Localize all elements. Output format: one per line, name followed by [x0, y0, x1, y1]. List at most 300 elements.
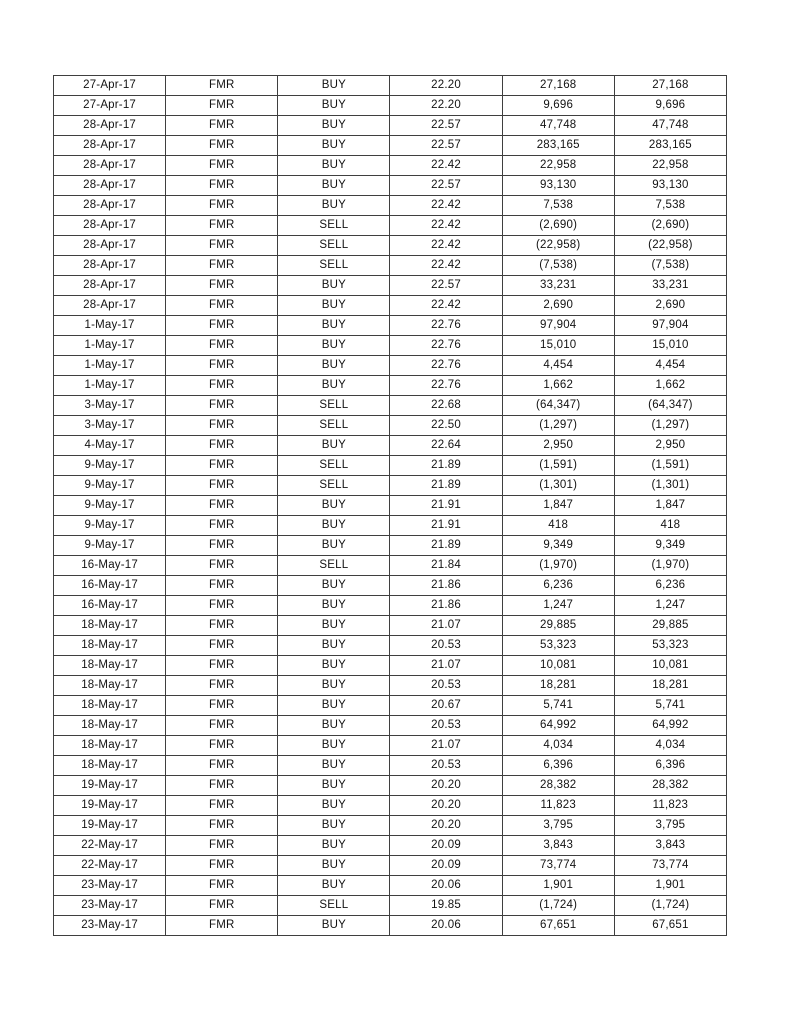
cell-side: BUY — [278, 516, 390, 536]
cell-date: 1-May-17 — [54, 376, 166, 396]
cell-manager: FMR — [166, 696, 278, 716]
cell-price: 21.07 — [390, 616, 502, 636]
cell-manager: FMR — [166, 676, 278, 696]
cell-shares-total: (2,690) — [614, 216, 726, 236]
cell-shares-total: 2,950 — [614, 436, 726, 456]
table-row — [54, 396, 727, 416]
table-row — [54, 616, 727, 636]
cell-manager: FMR — [166, 236, 278, 256]
cell-side: SELL — [278, 216, 390, 236]
cell-price: 22.42 — [390, 156, 502, 176]
table-row — [54, 496, 727, 516]
cell-date: 28-Apr-17 — [54, 236, 166, 256]
table-row — [54, 716, 727, 736]
cell-date: 16-May-17 — [54, 576, 166, 596]
cell-side: SELL — [278, 236, 390, 256]
cell-side: BUY — [278, 196, 390, 216]
cell-price: 22.42 — [390, 216, 502, 236]
cell-manager: FMR — [166, 396, 278, 416]
cell-shares-total: (1,724) — [614, 896, 726, 916]
cell-date: 28-Apr-17 — [54, 196, 166, 216]
table-row — [54, 76, 727, 96]
cell-shares-total: 29,885 — [614, 616, 726, 636]
cell-side: BUY — [278, 136, 390, 156]
table-row — [54, 436, 727, 456]
cell-manager: FMR — [166, 116, 278, 136]
cell-manager: FMR — [166, 796, 278, 816]
cell-price: 21.89 — [390, 476, 502, 496]
cell-date: 18-May-17 — [54, 656, 166, 676]
cell-manager: FMR — [166, 536, 278, 556]
cell-shares: 2,950 — [502, 436, 614, 456]
cell-manager: FMR — [166, 816, 278, 836]
cell-shares: 1,247 — [502, 596, 614, 616]
cell-manager: FMR — [166, 456, 278, 476]
cell-shares-total: 64,992 — [614, 716, 726, 736]
cell-price: 22.42 — [390, 256, 502, 276]
cell-date: 4-May-17 — [54, 436, 166, 456]
cell-manager: FMR — [166, 416, 278, 436]
cell-manager: FMR — [166, 876, 278, 896]
cell-date: 16-May-17 — [54, 556, 166, 576]
table-row — [54, 896, 727, 916]
cell-price: 20.53 — [390, 756, 502, 776]
cell-side: SELL — [278, 456, 390, 476]
cell-price: 21.84 — [390, 556, 502, 576]
cell-shares-total: (1,591) — [614, 456, 726, 476]
cell-manager: FMR — [166, 896, 278, 916]
table-row — [54, 816, 727, 836]
cell-side: BUY — [278, 376, 390, 396]
cell-price: 20.09 — [390, 856, 502, 876]
cell-shares: 6,396 — [502, 756, 614, 776]
cell-shares: 33,231 — [502, 276, 614, 296]
cell-manager: FMR — [166, 156, 278, 176]
cell-side: BUY — [278, 876, 390, 896]
cell-side: BUY — [278, 316, 390, 336]
cell-shares-total: 2,690 — [614, 296, 726, 316]
cell-manager: FMR — [166, 776, 278, 796]
cell-side: BUY — [278, 836, 390, 856]
cell-manager: FMR — [166, 576, 278, 596]
cell-price: 22.42 — [390, 296, 502, 316]
cell-side: BUY — [278, 356, 390, 376]
cell-price: 22.42 — [390, 196, 502, 216]
cell-side: BUY — [278, 156, 390, 176]
cell-manager: FMR — [166, 736, 278, 756]
cell-side: SELL — [278, 556, 390, 576]
cell-price: 22.76 — [390, 336, 502, 356]
cell-side: BUY — [278, 96, 390, 116]
cell-shares: 29,885 — [502, 616, 614, 636]
table-row — [54, 96, 727, 116]
cell-date: 9-May-17 — [54, 496, 166, 516]
cell-date: 9-May-17 — [54, 516, 166, 536]
cell-shares: 4,034 — [502, 736, 614, 756]
cell-shares-total: 11,823 — [614, 796, 726, 816]
cell-price: 21.89 — [390, 456, 502, 476]
table-row — [54, 376, 727, 396]
cell-manager: FMR — [166, 556, 278, 576]
cell-shares-total: 33,231 — [614, 276, 726, 296]
cell-manager: FMR — [166, 336, 278, 356]
cell-date: 28-Apr-17 — [54, 296, 166, 316]
cell-shares-total: 4,454 — [614, 356, 726, 376]
cell-side: BUY — [278, 536, 390, 556]
cell-side: BUY — [278, 696, 390, 716]
cell-date: 19-May-17 — [54, 816, 166, 836]
cell-shares: 3,795 — [502, 816, 614, 836]
cell-price: 20.53 — [390, 676, 502, 696]
cell-manager: FMR — [166, 496, 278, 516]
cell-date: 3-May-17 — [54, 416, 166, 436]
cell-shares: 53,323 — [502, 636, 614, 656]
cell-date: 1-May-17 — [54, 356, 166, 376]
cell-price: 20.53 — [390, 636, 502, 656]
cell-price: 22.57 — [390, 136, 502, 156]
cell-date: 28-Apr-17 — [54, 156, 166, 176]
cell-date: 28-Apr-17 — [54, 116, 166, 136]
cell-shares: (2,690) — [502, 216, 614, 236]
cell-manager: FMR — [166, 176, 278, 196]
table-row — [54, 516, 727, 536]
cell-shares-total: (1,297) — [614, 416, 726, 436]
cell-shares-total: 22,958 — [614, 156, 726, 176]
cell-side: BUY — [278, 276, 390, 296]
cell-date: 27-Apr-17 — [54, 76, 166, 96]
table-row — [54, 256, 727, 276]
cell-price: 22.76 — [390, 316, 502, 336]
table-row — [54, 316, 727, 336]
trades-table — [53, 75, 727, 936]
cell-shares-total: 18,281 — [614, 676, 726, 696]
cell-side: SELL — [278, 256, 390, 276]
table-row — [54, 276, 727, 296]
cell-shares: 11,823 — [502, 796, 614, 816]
cell-price: 19.85 — [390, 896, 502, 916]
cell-manager: FMR — [166, 96, 278, 116]
cell-shares: (64,347) — [502, 396, 614, 416]
cell-date: 28-Apr-17 — [54, 176, 166, 196]
cell-shares-total: 67,651 — [614, 916, 726, 936]
cell-side: BUY — [278, 856, 390, 876]
table-row — [54, 296, 727, 316]
cell-manager: FMR — [166, 836, 278, 856]
cell-shares: 283,165 — [502, 136, 614, 156]
cell-manager: FMR — [166, 476, 278, 496]
cell-date: 9-May-17 — [54, 476, 166, 496]
trades-table-body — [54, 76, 727, 936]
cell-date: 1-May-17 — [54, 336, 166, 356]
cell-shares-total: 10,081 — [614, 656, 726, 676]
cell-date: 28-Apr-17 — [54, 276, 166, 296]
cell-shares: 47,748 — [502, 116, 614, 136]
cell-shares: 97,904 — [502, 316, 614, 336]
cell-shares-total: 7,538 — [614, 196, 726, 216]
cell-shares-total: (7,538) — [614, 256, 726, 276]
cell-price: 20.06 — [390, 876, 502, 896]
cell-shares: 1,901 — [502, 876, 614, 896]
cell-price: 21.86 — [390, 576, 502, 596]
cell-shares: 1,847 — [502, 496, 614, 516]
cell-price: 20.20 — [390, 776, 502, 796]
cell-side: BUY — [278, 916, 390, 936]
table-row — [54, 916, 727, 936]
cell-shares: 22,958 — [502, 156, 614, 176]
cell-side: BUY — [278, 296, 390, 316]
table-row — [54, 856, 727, 876]
cell-side: BUY — [278, 176, 390, 196]
cell-date: 1-May-17 — [54, 316, 166, 336]
cell-side: BUY — [278, 436, 390, 456]
cell-side: BUY — [278, 756, 390, 776]
cell-shares: 9,696 — [502, 96, 614, 116]
cell-date: 16-May-17 — [54, 596, 166, 616]
cell-shares-total: 3,795 — [614, 816, 726, 836]
cell-shares: 73,774 — [502, 856, 614, 876]
table-row — [54, 536, 727, 556]
cell-side: BUY — [278, 496, 390, 516]
cell-shares-total: 1,662 — [614, 376, 726, 396]
cell-shares-total: (1,301) — [614, 476, 726, 496]
table-row — [54, 236, 727, 256]
cell-manager: FMR — [166, 616, 278, 636]
table-row — [54, 416, 727, 436]
cell-shares-total: 93,130 — [614, 176, 726, 196]
cell-shares: 7,538 — [502, 196, 614, 216]
table-row — [54, 456, 727, 476]
cell-date: 9-May-17 — [54, 456, 166, 476]
cell-date: 9-May-17 — [54, 536, 166, 556]
cell-price: 20.20 — [390, 816, 502, 836]
cell-manager: FMR — [166, 296, 278, 316]
table-row — [54, 116, 727, 136]
cell-price: 20.09 — [390, 836, 502, 856]
cell-date: 18-May-17 — [54, 736, 166, 756]
cell-shares-total: 1,847 — [614, 496, 726, 516]
cell-price: 22.20 — [390, 96, 502, 116]
cell-shares: 10,081 — [502, 656, 614, 676]
cell-shares: 18,281 — [502, 676, 614, 696]
cell-manager: FMR — [166, 636, 278, 656]
cell-shares: 64,992 — [502, 716, 614, 736]
table-row — [54, 356, 727, 376]
table-row — [54, 596, 727, 616]
cell-date: 18-May-17 — [54, 756, 166, 776]
cell-date: 19-May-17 — [54, 796, 166, 816]
cell-manager: FMR — [166, 356, 278, 376]
cell-manager: FMR — [166, 916, 278, 936]
cell-manager: FMR — [166, 316, 278, 336]
cell-date: 22-May-17 — [54, 836, 166, 856]
cell-side: BUY — [278, 336, 390, 356]
cell-price: 22.57 — [390, 276, 502, 296]
cell-side: BUY — [278, 576, 390, 596]
cell-manager: FMR — [166, 716, 278, 736]
cell-shares-total: 97,904 — [614, 316, 726, 336]
cell-manager: FMR — [166, 376, 278, 396]
cell-shares: (22,958) — [502, 236, 614, 256]
cell-date: 18-May-17 — [54, 636, 166, 656]
cell-shares-total: 27,168 — [614, 76, 726, 96]
cell-manager: FMR — [166, 656, 278, 676]
cell-shares-total: 5,741 — [614, 696, 726, 716]
cell-shares-total: 6,236 — [614, 576, 726, 596]
cell-manager: FMR — [166, 756, 278, 776]
cell-shares: 418 — [502, 516, 614, 536]
cell-price: 22.20 — [390, 76, 502, 96]
cell-date: 18-May-17 — [54, 696, 166, 716]
cell-date: 18-May-17 — [54, 616, 166, 636]
cell-date: 27-Apr-17 — [54, 96, 166, 116]
table-row — [54, 136, 727, 156]
cell-shares: 6,236 — [502, 576, 614, 596]
cell-side: BUY — [278, 616, 390, 636]
cell-side: BUY — [278, 776, 390, 796]
cell-side: BUY — [278, 656, 390, 676]
cell-shares: 1,662 — [502, 376, 614, 396]
cell-side: SELL — [278, 476, 390, 496]
cell-shares: 4,454 — [502, 356, 614, 376]
cell-manager: FMR — [166, 516, 278, 536]
table-row — [54, 216, 727, 236]
cell-price: 21.91 — [390, 496, 502, 516]
cell-shares: 2,690 — [502, 296, 614, 316]
cell-shares: 15,010 — [502, 336, 614, 356]
cell-price: 22.76 — [390, 356, 502, 376]
cell-date: 23-May-17 — [54, 876, 166, 896]
cell-price: 20.53 — [390, 716, 502, 736]
cell-price: 22.64 — [390, 436, 502, 456]
cell-price: 22.42 — [390, 236, 502, 256]
cell-shares: 3,843 — [502, 836, 614, 856]
cell-side: BUY — [278, 676, 390, 696]
table-row — [54, 636, 727, 656]
cell-manager: FMR — [166, 216, 278, 236]
cell-shares: 93,130 — [502, 176, 614, 196]
cell-side: SELL — [278, 896, 390, 916]
table-row — [54, 156, 727, 176]
cell-shares: (1,724) — [502, 896, 614, 916]
cell-side: BUY — [278, 816, 390, 836]
cell-date: 28-Apr-17 — [54, 136, 166, 156]
cell-shares-total: (1,970) — [614, 556, 726, 576]
cell-shares-total: (64,347) — [614, 396, 726, 416]
cell-shares-total: 283,165 — [614, 136, 726, 156]
cell-manager: FMR — [166, 256, 278, 276]
cell-manager: FMR — [166, 436, 278, 456]
table-row — [54, 836, 727, 856]
cell-shares-total: (22,958) — [614, 236, 726, 256]
cell-shares-total: 418 — [614, 516, 726, 536]
table-row — [54, 556, 727, 576]
cell-shares-total: 28,382 — [614, 776, 726, 796]
cell-side: BUY — [278, 76, 390, 96]
table-row — [54, 756, 727, 776]
table-row — [54, 336, 727, 356]
cell-shares: 67,651 — [502, 916, 614, 936]
table-row — [54, 476, 727, 496]
cell-shares: 5,741 — [502, 696, 614, 716]
cell-price: 22.76 — [390, 376, 502, 396]
cell-price: 21.07 — [390, 656, 502, 676]
cell-shares: (1,297) — [502, 416, 614, 436]
cell-shares: (1,970) — [502, 556, 614, 576]
cell-shares: 28,382 — [502, 776, 614, 796]
table-row — [54, 176, 727, 196]
cell-shares: (1,591) — [502, 456, 614, 476]
cell-side: BUY — [278, 716, 390, 736]
cell-shares: 9,349 — [502, 536, 614, 556]
cell-shares-total: 53,323 — [614, 636, 726, 656]
cell-date: 22-May-17 — [54, 856, 166, 876]
table-row — [54, 656, 727, 676]
cell-date: 28-Apr-17 — [54, 256, 166, 276]
cell-shares: 27,168 — [502, 76, 614, 96]
table-row — [54, 696, 727, 716]
cell-side: BUY — [278, 736, 390, 756]
cell-price: 22.68 — [390, 396, 502, 416]
cell-date: 18-May-17 — [54, 716, 166, 736]
cell-shares-total: 1,247 — [614, 596, 726, 616]
cell-side: BUY — [278, 116, 390, 136]
cell-date: 19-May-17 — [54, 776, 166, 796]
cell-manager: FMR — [166, 856, 278, 876]
table-row — [54, 576, 727, 596]
cell-price: 20.20 — [390, 796, 502, 816]
table-row — [54, 876, 727, 896]
cell-side: BUY — [278, 796, 390, 816]
cell-side: SELL — [278, 396, 390, 416]
cell-price: 21.91 — [390, 516, 502, 536]
cell-side: BUY — [278, 596, 390, 616]
cell-shares-total: 3,843 — [614, 836, 726, 856]
cell-manager: FMR — [166, 276, 278, 296]
cell-manager: FMR — [166, 136, 278, 156]
cell-shares-total: 15,010 — [614, 336, 726, 356]
cell-price: 22.50 — [390, 416, 502, 436]
cell-shares: (1,301) — [502, 476, 614, 496]
cell-date: 18-May-17 — [54, 676, 166, 696]
cell-shares: (7,538) — [502, 256, 614, 276]
cell-manager: FMR — [166, 196, 278, 216]
cell-date: 28-Apr-17 — [54, 216, 166, 236]
cell-shares-total: 9,349 — [614, 536, 726, 556]
cell-manager: FMR — [166, 596, 278, 616]
cell-price: 21.86 — [390, 596, 502, 616]
cell-shares-total: 4,034 — [614, 736, 726, 756]
cell-shares-total: 9,696 — [614, 96, 726, 116]
cell-date: 23-May-17 — [54, 896, 166, 916]
table-row — [54, 736, 727, 756]
cell-shares-total: 1,901 — [614, 876, 726, 896]
table-row — [54, 796, 727, 816]
cell-side: SELL — [278, 416, 390, 436]
table-row — [54, 776, 727, 796]
cell-date: 3-May-17 — [54, 396, 166, 416]
cell-price: 21.89 — [390, 536, 502, 556]
cell-price: 22.57 — [390, 176, 502, 196]
cell-price: 20.67 — [390, 696, 502, 716]
cell-price: 20.06 — [390, 916, 502, 936]
cell-shares-total: 6,396 — [614, 756, 726, 776]
cell-side: BUY — [278, 636, 390, 656]
cell-price: 22.57 — [390, 116, 502, 136]
cell-date: 23-May-17 — [54, 916, 166, 936]
table-row — [54, 676, 727, 696]
cell-price: 21.07 — [390, 736, 502, 756]
cell-shares-total: 73,774 — [614, 856, 726, 876]
